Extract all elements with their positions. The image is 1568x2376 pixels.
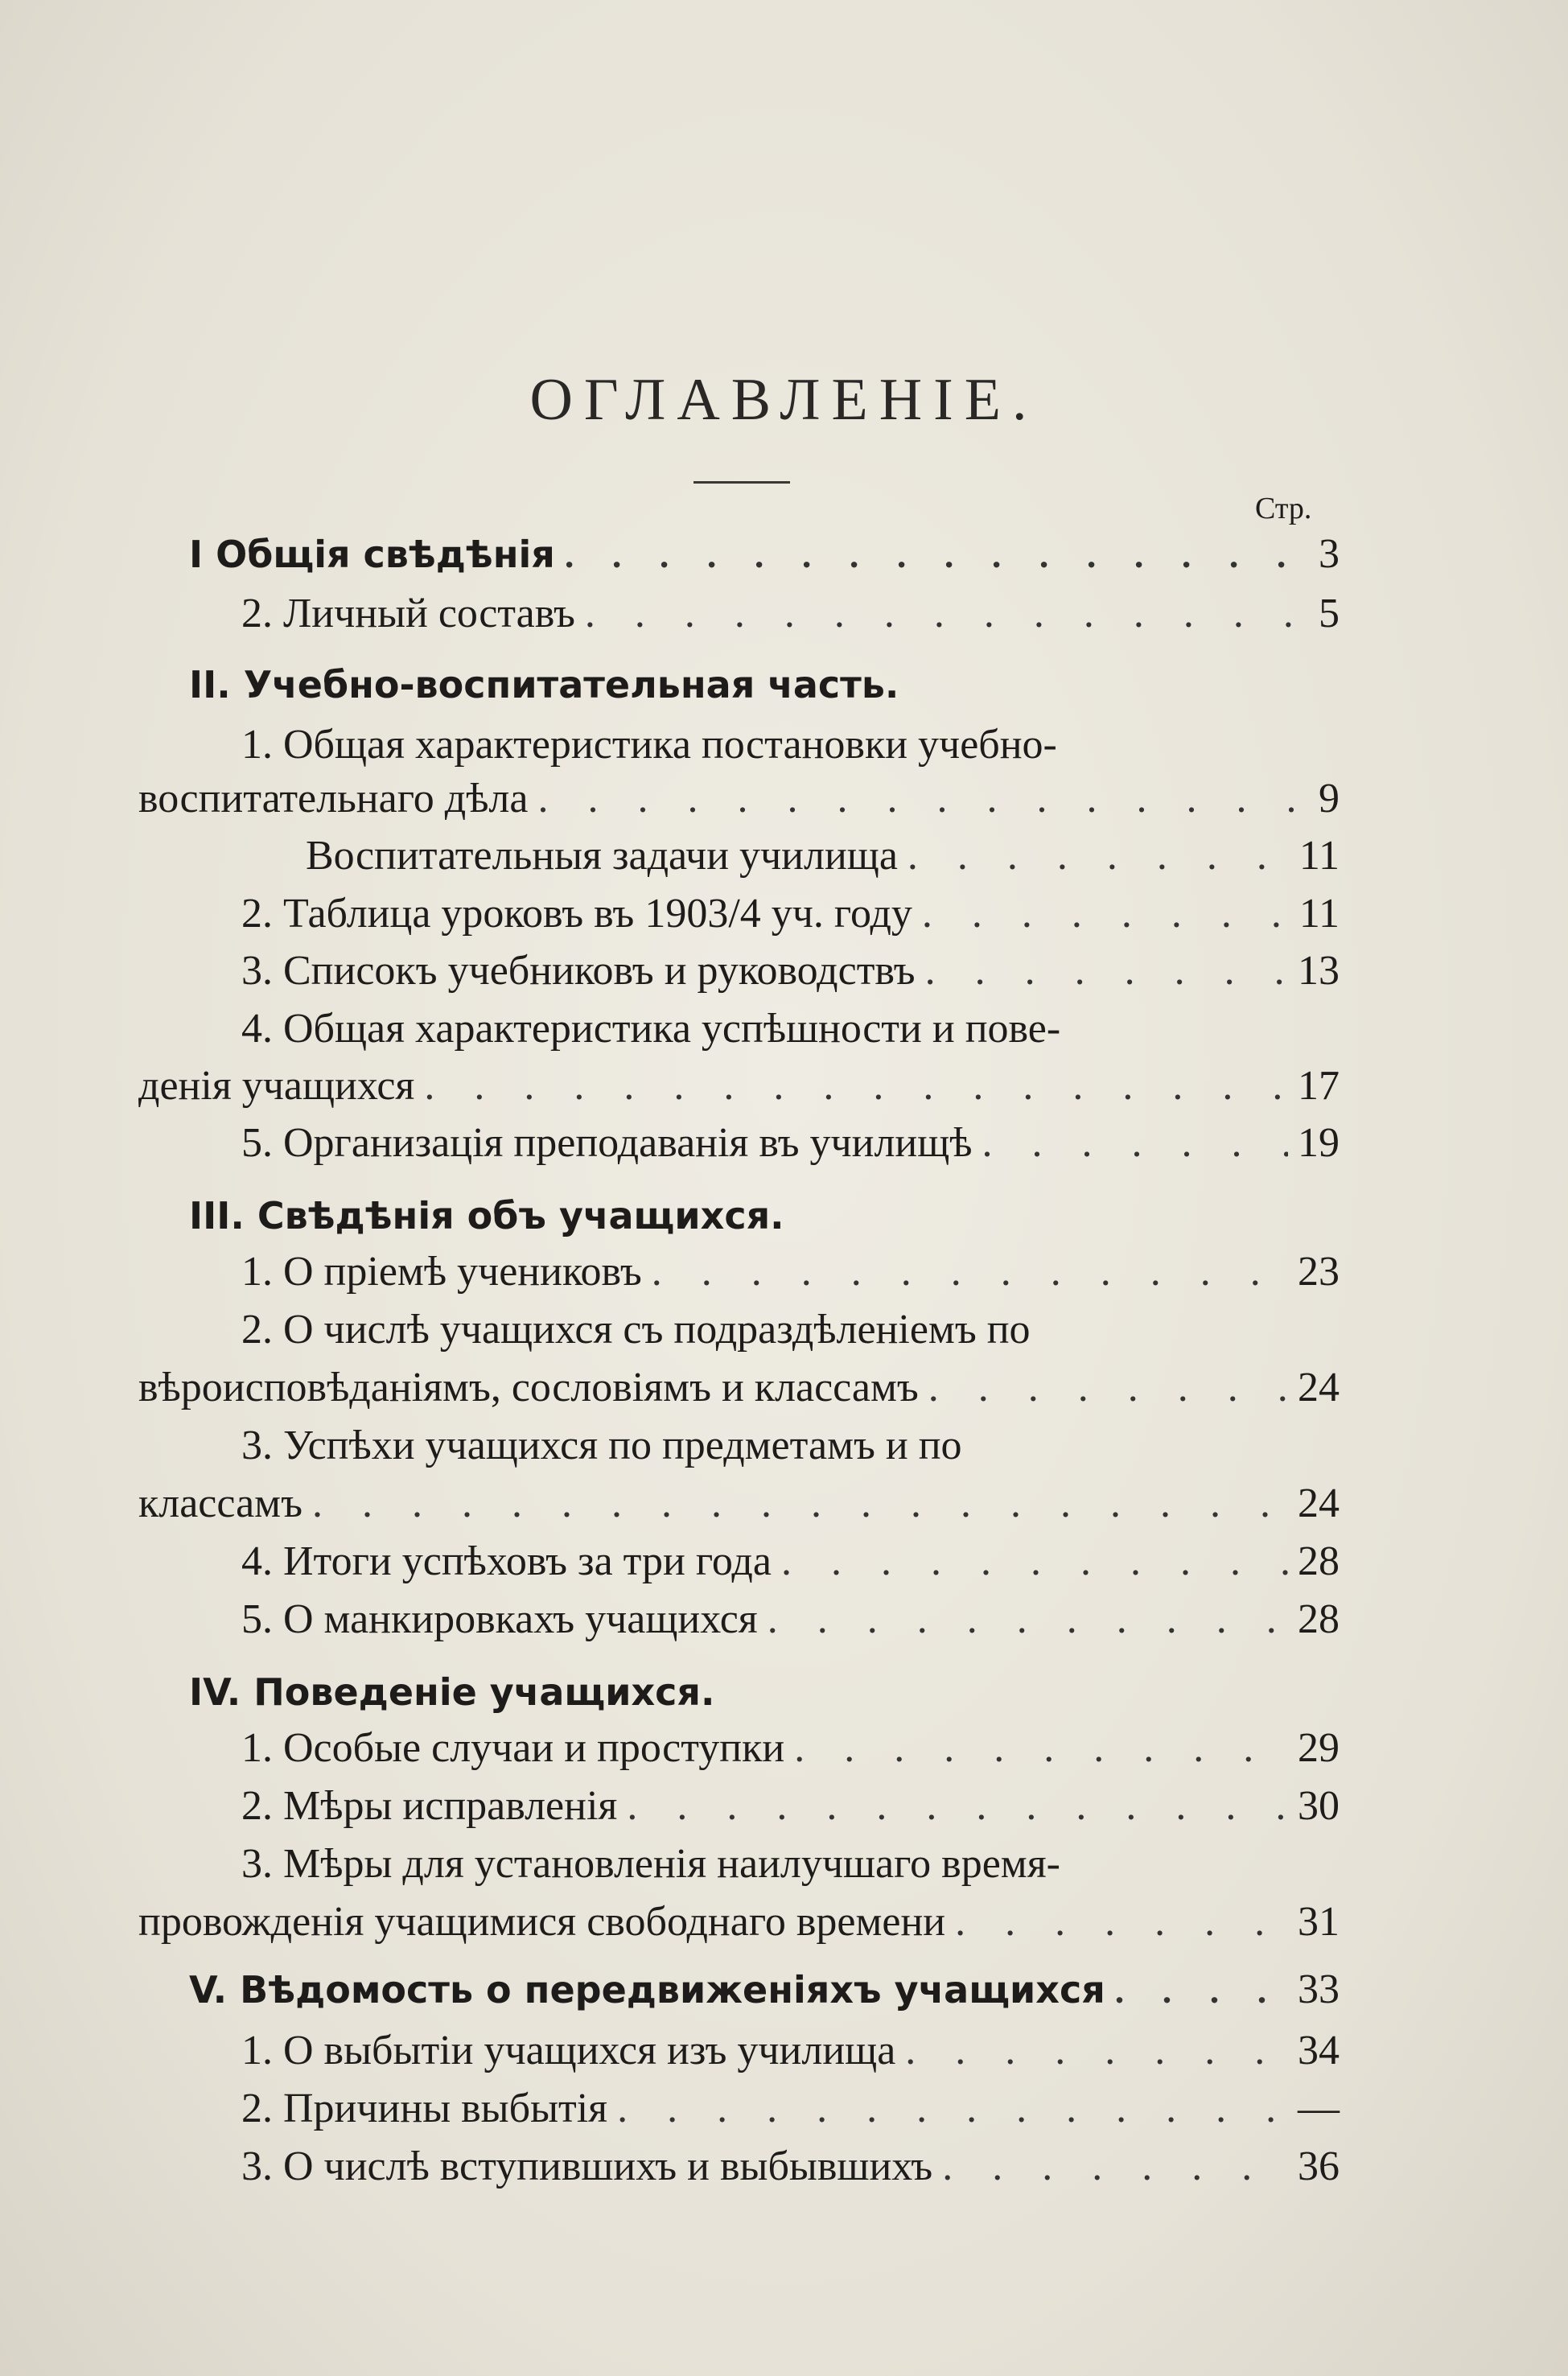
toc-item-continuation — [138, 774, 1340, 824]
leader-dots — [652, 1247, 1288, 1297]
toc-item-title: 1. О выбытіи учащихся изъ училища — [241, 2028, 896, 2073]
toc-page-number: 19 — [1298, 1120, 1340, 1166]
toc-item — [241, 1723, 1340, 1773]
toc-item — [241, 1305, 1340, 1355]
toc-section-title: III. Свѣдѣнія объ учащихся. — [189, 1194, 784, 1237]
toc-item-title: провожденія учащимися свободнаго времени — [138, 1899, 946, 1945]
toc-page-number: 11 — [1298, 833, 1340, 879]
toc-item-title: 4. Итоги успѣховъ за три года — [241, 1538, 772, 1584]
toc-item — [241, 720, 1340, 770]
toc-section-title: V. Вѣдомость о передвиженіяхъ учащихся — [189, 1968, 1105, 2012]
leader-dots — [942, 2142, 1288, 2192]
toc-item — [241, 1004, 1340, 1054]
toc-item-title: 5. Организація преподаванія въ училищѣ — [241, 1120, 973, 1166]
toc-page-number: 23 — [1298, 1249, 1340, 1295]
toc-section-title: II. Учебно-воспитательная часть. — [189, 663, 899, 706]
toc-item — [241, 889, 1340, 939]
leader-dots — [928, 1363, 1288, 1413]
toc-page-number: 30 — [1298, 1783, 1340, 1829]
toc-item-title: 1. Общая характеристика постановки учебно- — [241, 722, 1057, 768]
toc-item — [241, 1247, 1340, 1297]
toc-page-number: 9 — [1319, 776, 1340, 822]
toc-section-title: IV. Поведеніе учащихся. — [189, 1670, 715, 1714]
toc-item-title: воспитательнаго дѣла — [138, 776, 529, 822]
toc-item-title: 2. Мѣры исправленія — [241, 1783, 618, 1829]
toc-item — [241, 1839, 1340, 1889]
toc-item-title: 2. Личный составъ — [241, 591, 575, 636]
toc-item-continuation — [138, 1061, 1340, 1111]
toc-item-title: вѣроисповѣданіямъ, сословіямъ и классамъ — [138, 1365, 919, 1410]
toc-item-title: денія учащихся — [138, 1063, 415, 1109]
leader-dots — [925, 946, 1288, 996]
toc-item-continuation — [138, 1897, 1340, 1947]
toc-item-title: 3. Мѣры для установленія наилучшаго время- — [241, 1841, 1060, 1887]
toc-item — [241, 2026, 1340, 2076]
toc-section — [189, 1191, 1340, 1241]
toc-page-number: 29 — [1298, 1725, 1340, 1771]
toc-page-number: 28 — [1298, 1538, 1340, 1584]
leader-dots — [907, 831, 1290, 881]
toc-item — [241, 1421, 1340, 1471]
toc-page-number: 3 — [1319, 531, 1340, 577]
toc-item — [241, 1595, 1340, 1645]
toc-item-title: Воспитательныя задачи училища — [306, 833, 898, 879]
toc-page-number: 28 — [1298, 1596, 1340, 1642]
leader-dots — [768, 1595, 1288, 1645]
leader-dots — [565, 530, 1309, 580]
leader-dots — [424, 1061, 1288, 1111]
toc-item-title: 3. О числѣ вступившихъ и выбывшихъ — [241, 2143, 933, 2189]
toc-page-number: 24 — [1298, 1480, 1340, 1526]
toc-page-number: 33 — [1298, 1966, 1340, 2012]
toc-page-number: 17 — [1298, 1063, 1340, 1109]
toc-page-number: 24 — [1298, 1365, 1340, 1410]
toc-page-number: 34 — [1298, 2028, 1340, 2073]
leader-dots — [781, 1537, 1288, 1587]
leader-dots — [585, 589, 1309, 639]
leader-dots — [627, 1781, 1288, 1831]
leader-dots — [982, 1118, 1288, 1168]
leader-dots — [1115, 1966, 1288, 2016]
toc-item-continuation — [138, 1479, 1340, 1529]
toc-section — [189, 1667, 1340, 1717]
toc-section — [189, 529, 1340, 579]
toc-item-title: 3. Списокъ учебниковъ и руководствъ — [241, 948, 916, 994]
toc-item-title: 2. Причины выбытія — [241, 2086, 608, 2131]
toc-item-title: 5. О манкировкахъ учащихся — [241, 1596, 758, 1642]
toc-item-title: 1. О пріемѣ учениковъ — [241, 1249, 642, 1295]
toc-item — [241, 1537, 1340, 1587]
page-column-header: Стр. — [1255, 492, 1312, 525]
leader-dots — [312, 1479, 1288, 1529]
page-title: ОГЛАВЛЕНІЕ. — [529, 367, 1039, 433]
leader-dots — [955, 1897, 1288, 1947]
toc-section-title: I Общія свѣдѣнія — [189, 533, 555, 576]
toc-page-number: 11 — [1298, 891, 1340, 937]
toc-page-number: 13 — [1298, 948, 1340, 994]
leader-dots — [922, 889, 1290, 939]
toc-section — [189, 660, 1340, 710]
toc-item — [241, 2142, 1340, 2192]
toc-subitem — [306, 831, 1340, 881]
toc-section — [189, 1965, 1340, 2015]
toc-item-title: 3. Успѣхи учащихся по предметамъ и по — [241, 1423, 962, 1468]
toc-item — [241, 946, 1340, 996]
toc-item-title: 2. О числѣ учащихся съ подраздѣленіемъ по — [241, 1307, 1031, 1353]
toc-item-title: 1. Особые случаи и проступки — [241, 1725, 785, 1771]
leader-dots — [537, 774, 1309, 824]
toc-item-title: 4. Общая характеристика успѣшности и пове- — [241, 1006, 1061, 1052]
toc-item — [241, 1781, 1340, 1831]
toc-item-continuation — [138, 1363, 1340, 1413]
toc-page-number: 36 — [1298, 2143, 1340, 2189]
toc-item — [241, 1118, 1340, 1168]
toc-item-title: 2. Таблица уроковъ въ 1903/4 уч. году — [241, 891, 912, 937]
leader-dots — [794, 1723, 1288, 1773]
toc-page-number: — — [1298, 2086, 1340, 2131]
title-divider — [693, 481, 790, 484]
leader-dots — [905, 2026, 1288, 2076]
leader-dots — [617, 2084, 1288, 2134]
toc-item — [241, 589, 1340, 639]
toc-page-number: 31 — [1298, 1899, 1340, 1945]
toc-item — [241, 2084, 1340, 2134]
toc-item-title: классамъ — [138, 1480, 302, 1526]
toc-page-number: 5 — [1319, 591, 1340, 636]
